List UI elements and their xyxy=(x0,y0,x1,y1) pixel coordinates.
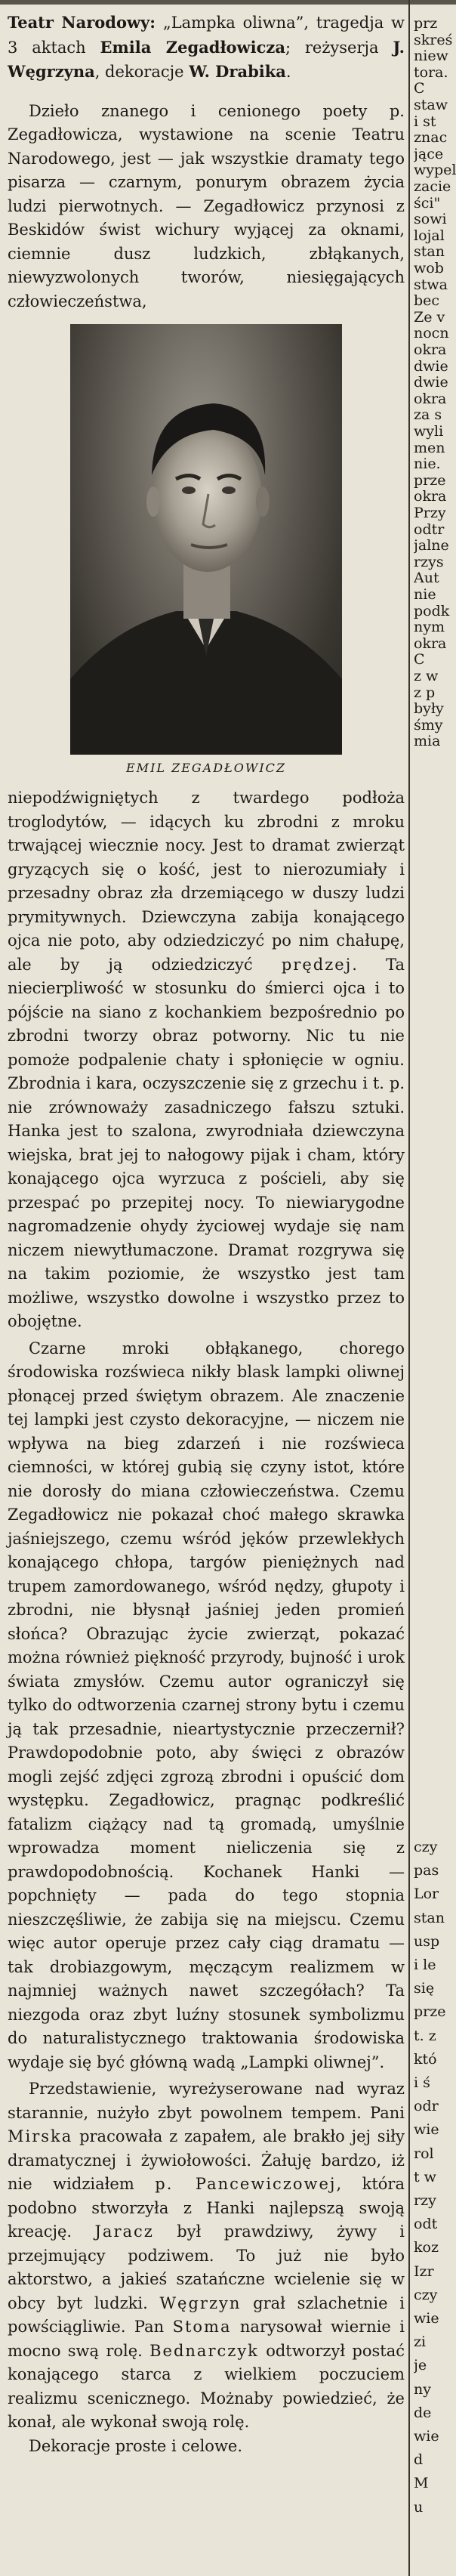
adjacent-column-fragment: wypel xyxy=(414,162,456,179)
portrait-illustration xyxy=(70,324,342,755)
adjacent-column-fragment: t w xyxy=(414,2168,436,2185)
adjacent-column-fragment: któ xyxy=(414,2050,437,2068)
adjacent-column-fragment: mia xyxy=(414,733,441,750)
director-prefix: ; reżyserja xyxy=(285,38,379,57)
actor-pancewiczowa: p. Pancewiczowej xyxy=(155,2175,337,2193)
plot-emphasis: prędzej xyxy=(281,955,353,974)
adjacent-column-fragment: podk xyxy=(414,602,450,619)
adjacent-column-fragment: u xyxy=(414,2498,424,2516)
top-rule xyxy=(0,0,456,5)
adjacent-column-fragment: dwie xyxy=(414,374,448,391)
portrait-caption: EMIL ZEGADŁOWICZ xyxy=(126,761,286,775)
paragraph-cast xyxy=(8,2077,405,2435)
adjacent-column-fragment: czy xyxy=(414,2286,438,2303)
adjacent-column-fragment: okra xyxy=(414,390,447,407)
cast-text-g: odtworzył postać konającego starca z wielkiem poczuciem realizmu scenicznego. Możnaby powiedzieć, że konał, ale wykonał swoją rolę. xyxy=(8,2341,405,2431)
paragraph-lamp: Czarne mroki obłąkanego, chorego środowiska rozświeca nikły blask lampki oliwnej płonącej przed świętym obrazem. Ale znaczenie tej lampki jest czysto dekoracyjne, — niczem nie wpływa na bieg zdarzeń i nie rozświeca ciemności, w której gubią się czyny istot, które nie dorosły do miana człowieczeństwa. Czemu Zegadłowicz nie pokazał choć małego skrawka jaśniejszego, czemu wśród jęków przewlekłych konającego chłopa, targów pieniężnych nad trupem zamordowanego, wśród nędzy, głupoty i zbrodni, nie błysnął jaśniej jeden promień słońca? Obrazując życie zwierząt, pokazać można również piękność przyrody, bujność i urok świata zmysłów. Czemu autor ograniczył się tylko do odtworzenia czarnej strony bytu i czemu ją tak przesadnie, nieartystycznie przeczernił? Prawdopodobnie poto, aby święci z obrazów mogli zejść zdjęci zgrozą zbrodni i opuścić dom występku. Zegadłowicz, pragnąc podkreślić fatalizm ciążący nad tą gromadą, umyślnie wprowadza moment nieliczenia się z prawdopodobnością. Kochanek Hanki — popchnięty — pada do tego stopnia nieszczęśliwie, że zabija się na miejscu. Czemu więc autor operuje przez cały ciąg dramatu — tak drobiazgowym, męczącym realizmem w najmniej ważnych nawet szczegółach? Ta niezgoda oraz zbyt luźny stosunek symbolizmu do naturalistycznego traktowania środowiska wydaje się być główną wadą „Lampki oliwnej”. xyxy=(8,1339,405,2071)
adjacent-column-fragment: Ze v xyxy=(414,308,445,326)
adjacent-column-fragment: dwie xyxy=(414,357,448,375)
plot-text-b: . Ta niecierpliwość w stosunku do śmierci ojca i to pójście na siano z kochankiem bezpośrednio po zbrodni tworzy obraz potworny. Nic tu nie pomoże podpalenie chaty i spłonięcie w ogniu. Zbrodnia i kara, oczyszczenie się z grzechu i t. p. nie zrównoważy zasadniczego fałszu sztuki. Hanka jest to szalona, zwyrodniała dziewczyna wiejska, brat jej to nałogowy pijak i cham, który konającego ojca wyrzuca z pościeli, aby się przespać po przepitej nocy. To niewiarygodne nagromadzenie ohydy życiowej wydaje się nam niczem niewytłumaczone. Dramat rozgrywa się na takim poziomie, że wszystko jest tam możliwe, wszystko dowolne i wszystko przez to obojętne. xyxy=(8,955,405,1330)
paragraph-intro: Dzieło znanego i cenionego poety p. Zegadłowicza, wystawione na scenie Teatru Narodowego, jest — jak wszystkie dramaty tego pisarza — czarnym, ponurym obrazem życia ludzi pierwotnych. — Zegadłowicz przynosi z Beskidów świst wichury wyjącej za oknami, ciemnie dusz ludzkich, zbłąkanych, niewyzwolonych tworów, niesięgających człowieczeństwa, xyxy=(8,101,405,310)
adjacent-column-fragment: się xyxy=(414,1980,435,1997)
adjacent-column-fragment: z w xyxy=(414,668,439,684)
adjacent-column-fragment: nie. xyxy=(414,456,441,473)
adjacent-column-fragment: tora. xyxy=(414,63,448,81)
adjacent-column-fragment: odt xyxy=(414,2216,438,2233)
adjacent-column-fragment: okra xyxy=(414,341,447,358)
column-divider xyxy=(408,0,410,2576)
adjacent-column-fragment: prze xyxy=(414,471,446,489)
adjacent-column-fragment: usp xyxy=(414,1932,440,1950)
cast-text-a: Przedstawienie, wyreżyserowane nad wyraz starannie, nużyło zbyt powolnem tempem. Pani xyxy=(8,2080,405,2122)
actor-stoma: Stoma xyxy=(172,2318,232,2336)
adjacent-column-fragment: rzy xyxy=(414,2192,436,2209)
cast-text-d: był prawdziwy, żywy i przejmujący podziwem. To już nie było aktorstwo, a jakieś szatańczne wcielenie się w obcy byt ludzki. xyxy=(8,2222,405,2312)
actor-mirska: Mirska xyxy=(8,2127,73,2145)
designer-name: W. Drabika xyxy=(189,62,286,81)
review-header xyxy=(8,11,405,85)
adjacent-column-fragment: men xyxy=(414,439,445,456)
cast-text-f: narysował wiernie i mocno swą rolę. xyxy=(8,2318,405,2360)
adjacent-column-fragment: odtr xyxy=(414,520,445,538)
author-name: Emila Zegadłowicza xyxy=(100,37,285,57)
adjacent-column-fragment: pas xyxy=(414,1862,439,1879)
adjacent-column-fragment: za s xyxy=(414,406,442,424)
header-end: . xyxy=(285,63,291,81)
adjacent-column-fragment: Izr xyxy=(414,2262,434,2280)
cast-text-c: , która podobno stworzyła z Hanki najlepszą swoją kreację. xyxy=(8,2175,405,2241)
play-title: „Lampka oliwna” xyxy=(162,14,304,32)
adjacent-column-fragment: znac xyxy=(414,129,448,147)
adjacent-column-fragment: z p xyxy=(414,684,436,701)
adjacent-column-fragment: je xyxy=(414,2357,427,2374)
theatre-name: Teatr Narodowy: xyxy=(8,13,156,32)
adjacent-column-fragment: nym xyxy=(414,619,445,636)
adjacent-column-fragment: i st xyxy=(414,113,436,130)
adjacent-column-fragment: ści" xyxy=(414,194,441,212)
adjacent-column-fragment: odr xyxy=(414,2098,439,2115)
adjacent-column-fragment: nocn xyxy=(414,325,449,342)
sets-prefix: , dekoracje xyxy=(94,63,184,81)
adjacent-column-fragment: nie xyxy=(414,586,436,603)
author-portrait-photo xyxy=(70,324,342,755)
paragraph-plot xyxy=(8,786,405,1334)
genre: , tragedja w 3 aktach xyxy=(8,14,405,57)
cast-text-e: grał szlachetnie i powściągliwie. Pan xyxy=(8,2293,405,2336)
adjacent-column-fragment: prze xyxy=(414,2003,446,2021)
adjacent-column-fragment: jące xyxy=(414,145,444,162)
author-portrait-figure xyxy=(70,324,342,776)
adjacent-column-fragment: wie xyxy=(414,2428,439,2445)
adjacent-column-fragment: zi xyxy=(414,2334,427,2351)
adjacent-column-fragment: skreś xyxy=(414,31,453,48)
adjacent-column-fragment: wyli xyxy=(414,423,444,440)
adjacent-column-fragment: C xyxy=(414,651,425,669)
adjacent-column-fragment: czy xyxy=(414,1839,438,1855)
adjacent-column-fragment: okra xyxy=(414,488,447,505)
adjacent-column-fragment: i ś xyxy=(414,2074,430,2091)
adjacent-column-fragment: wie xyxy=(414,2310,439,2327)
adjacent-column-fragment: t. z xyxy=(414,2027,436,2044)
adjacent-column-fragment: stwa xyxy=(414,276,448,293)
adjacent-column-fragment: de xyxy=(414,2404,432,2421)
adjacent-column-fragments xyxy=(414,11,456,2571)
adjacent-column-fragment: prz xyxy=(414,15,438,32)
actor-bednarczyk: Bednarczyk xyxy=(149,2341,259,2360)
adjacent-column-fragment: staw xyxy=(414,97,448,113)
adjacent-column-fragment: Przy xyxy=(414,505,446,521)
adjacent-column-fragment: i le xyxy=(414,1957,436,1973)
adjacent-column-fragment: stan xyxy=(414,243,445,261)
adjacent-column-fragment: śmy xyxy=(414,716,443,734)
adjacent-column-fragment: C xyxy=(414,80,425,97)
adjacent-column-fragment: jalne xyxy=(414,537,449,554)
adjacent-column-fragment: ny xyxy=(414,2380,431,2398)
adjacent-column-fragment: d xyxy=(414,2451,424,2469)
adjacent-column-fragment: rzys xyxy=(414,553,444,570)
adjacent-column-fragment: M xyxy=(414,2475,429,2492)
paragraph-sets: Dekoracje proste i celowe. xyxy=(29,2436,243,2455)
adjacent-column-fragment: Aut xyxy=(414,570,439,587)
plot-text-a: niepodźwigniętych z twardego podłoża troglodytów, — idących ku zbrodni z mroku trwającej wiecznie nocy. Jest to dramat zwierząt gryzących się o kość, jest to nierozumiały i przesadny obraz zła drzemiącego w duszy ludzi prymitywnych. Dziewczyna zabija konającego ojca nie poto, aby odziedziczyć po nim chałupę, ale by ją odziedziczyć xyxy=(8,789,405,974)
adjacent-column-fragment: były xyxy=(414,700,444,718)
adjacent-column-fragment: stan xyxy=(414,1909,445,1926)
adjacent-column-fragment: wob xyxy=(414,260,444,276)
adjacent-column-fragment: zacie xyxy=(414,178,451,195)
adjacent-column-fragment: koz xyxy=(414,2239,439,2256)
actor-wegrzyn: Węgrzyn xyxy=(159,2293,242,2312)
adjacent-column-fragment: sowi xyxy=(414,211,447,228)
review-column xyxy=(8,11,405,2458)
director-name: J. Węgrzyna xyxy=(8,37,405,81)
adjacent-column-fragment: okra xyxy=(414,635,447,652)
adjacent-column-fragment: lojal xyxy=(414,227,445,244)
actor-jaracz: Jaracz xyxy=(94,2222,154,2241)
adjacent-column-fragment: rol xyxy=(414,2145,434,2162)
adjacent-column-fragment: wie xyxy=(414,2121,439,2139)
adjacent-column-fragment: niew xyxy=(414,48,448,65)
cast-text-b: pracowała z zapałem, ale brakło jej siły dramatycznej i żywiołowości. Żałuję bardzo, iż nie widziałem xyxy=(8,2127,405,2193)
adjacent-column-fragment: Lor xyxy=(414,1886,439,1903)
adjacent-column-fragment: bec xyxy=(414,292,440,310)
